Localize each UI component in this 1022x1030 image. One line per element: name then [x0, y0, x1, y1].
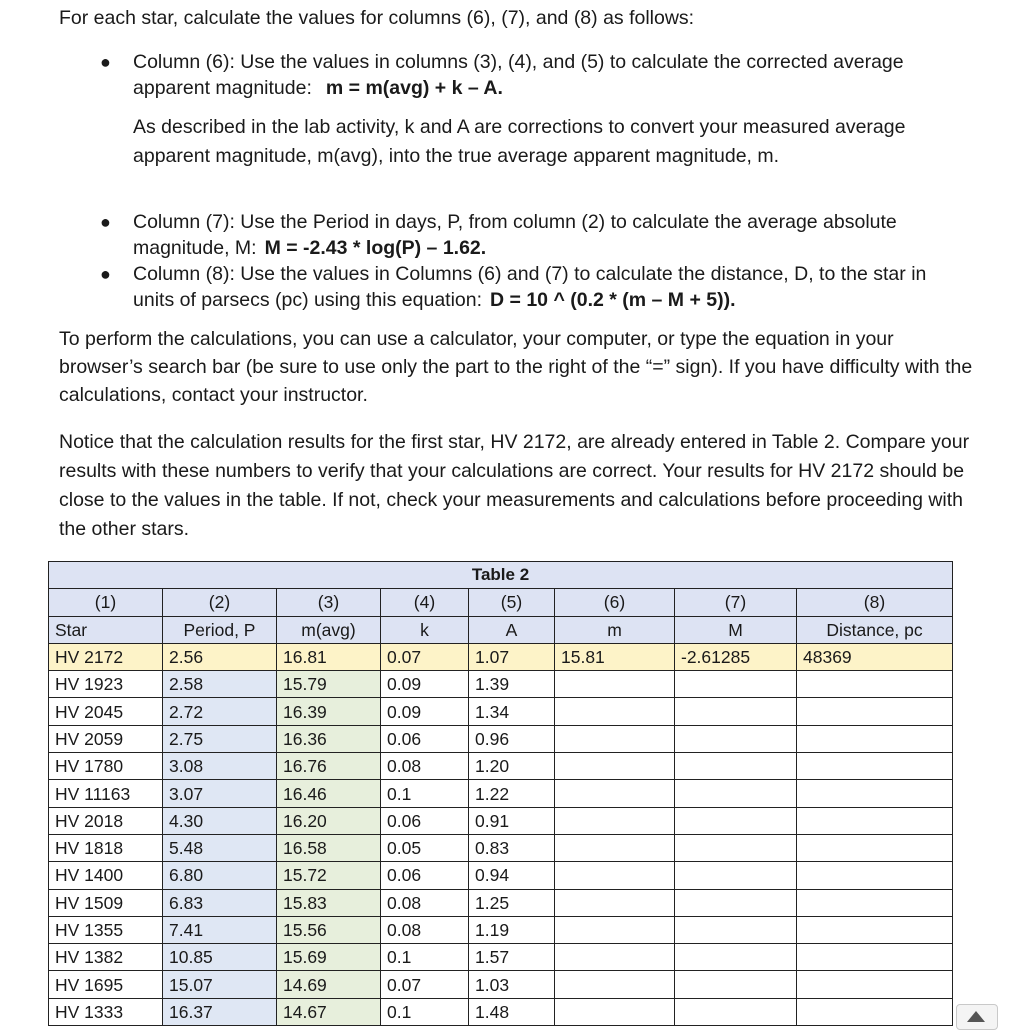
table-cell: 0.1: [381, 998, 469, 1025]
table-cell: HV 11163: [49, 780, 163, 807]
table-cell: 1.19: [469, 916, 555, 943]
equation-M: M = -2.43 * log(P) – 1.62.: [264, 237, 487, 259]
column-number-row: [49, 589, 953, 616]
intro-text: For each star, calculate the values for columns (6), (7), and (8) as follows:: [59, 7, 695, 29]
table-cell: 0.91: [469, 807, 555, 834]
table-cell: [555, 889, 675, 916]
table-row: [49, 834, 953, 861]
table-row: [49, 862, 953, 889]
bullet-dot: ●: [100, 52, 111, 72]
table-cell: [675, 671, 797, 698]
table-cell: [555, 862, 675, 889]
table-cell: -2.61285: [675, 643, 797, 670]
table-cell: 16.37: [163, 998, 277, 1025]
bullet-column-8-text: Column (8): Use the values in Columns (6) and (7) to calculate the distance, D, to the star in units of parsecs (pc) using this equation:: [133, 263, 927, 311]
table-cell: [555, 971, 675, 998]
column-number-header: (2): [163, 589, 277, 616]
table-cell: [797, 916, 953, 943]
table-cell: 3.07: [163, 780, 277, 807]
column-number-header: (4): [381, 589, 469, 616]
table-cell: 1.39: [469, 671, 555, 698]
table-cell: 16.39: [277, 698, 381, 725]
column-number-header: (6): [555, 589, 675, 616]
table-cell: [797, 862, 953, 889]
table-cell: 1.07: [469, 643, 555, 670]
table-row: [49, 671, 953, 698]
verification-instructions: Notice that the calculation results for the first star, HV 2172, are already entered in Table 2. Compare your results with these numbers to verify that your calculations are correct. Your results for HV 2172 should be close to the values in the table. If not, check your measurements and calculations before proceeding with the other stars.: [59, 431, 970, 540]
column-number-header: (5): [469, 589, 555, 616]
table-cell: 0.96: [469, 725, 555, 752]
bullet-dot: ●: [100, 212, 111, 232]
table-cell: [675, 889, 797, 916]
table-cell: [797, 889, 953, 916]
bullet-column-6-note: As described in the lab activity, k and A are corrections to convert your measured average apparent magnitude, m(avg), into the true average apparent magnitude, m.: [133, 116, 906, 167]
bullet-column-8: [100, 261, 953, 313]
table-cell: 16.20: [277, 807, 381, 834]
table-cell: HV 1355: [49, 916, 163, 943]
table-row: [49, 998, 953, 1025]
table-cell: 2.56: [163, 643, 277, 670]
table-cell: [555, 753, 675, 780]
column-name-row: [49, 616, 953, 643]
table-cell: 1.25: [469, 889, 555, 916]
table-cell: 0.1: [381, 780, 469, 807]
table-cell: [675, 780, 797, 807]
table-cell: 0.07: [381, 971, 469, 998]
table-cell: 0.08: [381, 889, 469, 916]
table-cell: 0.05: [381, 834, 469, 861]
table-cell: 1.20: [469, 753, 555, 780]
table-cell: 1.48: [469, 998, 555, 1025]
table-cell: 15.81: [555, 643, 675, 670]
table-cell: [797, 780, 953, 807]
table-cell: 7.41: [163, 916, 277, 943]
column-name-header: k: [381, 616, 469, 643]
table-cell: [675, 807, 797, 834]
table-caption-row: [49, 562, 953, 589]
table-cell: 5.48: [163, 834, 277, 861]
column-name-header: M: [675, 616, 797, 643]
table-cell: [797, 998, 953, 1025]
bullet-column-7: [100, 209, 953, 261]
table-cell: HV 1780: [49, 753, 163, 780]
table-cell: 0.08: [381, 916, 469, 943]
table-cell: 15.72: [277, 862, 381, 889]
bullet-dot: ●: [100, 264, 111, 284]
table-cell: 2.58: [163, 671, 277, 698]
table-cell: 2.72: [163, 698, 277, 725]
table-row: [49, 753, 953, 780]
table-cell: [555, 671, 675, 698]
column-name-header: Star: [49, 616, 163, 643]
column-name-header: A: [469, 616, 555, 643]
table-cell: HV 2059: [49, 725, 163, 752]
table-cell: 0.08: [381, 753, 469, 780]
column-number-header: (1): [49, 589, 163, 616]
table-cell: [675, 862, 797, 889]
column-number-header: (8): [797, 589, 953, 616]
column-name-header: m: [555, 616, 675, 643]
table-2: [48, 561, 953, 1026]
table-cell: 16.76: [277, 753, 381, 780]
table-cell: 1.03: [469, 971, 555, 998]
table-cell: 6.80: [163, 862, 277, 889]
table-cell: [675, 998, 797, 1025]
table-cell: [797, 698, 953, 725]
table-row: [49, 889, 953, 916]
table-cell: [675, 916, 797, 943]
table-cell: 15.83: [277, 889, 381, 916]
calculation-instructions: To perform the calculations, you can use a calculator, your computer, or type the equation in your browser’s search bar (be sure to use only the part to the right of the “=” sign). If you have difficulty with the calculations, contact your instructor.: [59, 328, 973, 406]
table-cell: [555, 834, 675, 861]
table-cell: 15.69: [277, 944, 381, 971]
table-cell: 14.69: [277, 971, 381, 998]
table-caption: Table 2: [49, 562, 953, 589]
table-cell: 0.06: [381, 862, 469, 889]
table-cell: [555, 807, 675, 834]
table-cell: HV 1923: [49, 671, 163, 698]
equation-m: m = m(avg) + k – A.: [325, 77, 503, 99]
table-cell: 6.83: [163, 889, 277, 916]
table-row: [49, 971, 953, 998]
table-row: [49, 698, 953, 725]
table-cell: 16.36: [277, 725, 381, 752]
table-cell: 0.06: [381, 807, 469, 834]
arrow-up-icon: [967, 1011, 985, 1022]
table-cell: [797, 944, 953, 971]
table-cell: [555, 698, 675, 725]
table-cell: 16.58: [277, 834, 381, 861]
table-cell: 0.94: [469, 862, 555, 889]
table-cell: 48369: [797, 643, 953, 670]
bullet-list-2: [100, 209, 953, 261]
table-cell: 2.75: [163, 725, 277, 752]
table-cell: [675, 944, 797, 971]
table-cell: 1.34: [469, 698, 555, 725]
column-name-header: Distance, pc: [797, 616, 953, 643]
table-cell: [675, 753, 797, 780]
column-name-header: m(avg): [277, 616, 381, 643]
table-row: [49, 944, 953, 971]
bullet-column-7-text: Column (7): Use the Period in days, P, from column (2) to calculate the average absolute magnitude, M:: [133, 211, 897, 259]
table-cell: 0.06: [381, 725, 469, 752]
bullet-column-6-text: Column (6): Use the values in columns (3), (4), and (5) to calculate the corrected average apparent magnitude:: [133, 51, 904, 99]
table-cell: 0.09: [381, 698, 469, 725]
table-cell: [555, 916, 675, 943]
table-cell: 15.56: [277, 916, 381, 943]
table-row: [49, 780, 953, 807]
table-cell: 0.83: [469, 834, 555, 861]
table-cell: [555, 780, 675, 807]
table-cell: [797, 753, 953, 780]
column-number-header: (3): [277, 589, 381, 616]
table-cell: HV 1333: [49, 998, 163, 1025]
table-cell: 1.57: [469, 944, 555, 971]
table-cell: [675, 834, 797, 861]
table-cell: HV 2018: [49, 807, 163, 834]
table-cell: [555, 944, 675, 971]
table-cell: [797, 807, 953, 834]
equation-D: D = 10 ^ (0.2 * (m – M + 5)).: [490, 289, 736, 311]
bullet-list-1: [100, 49, 953, 171]
table-cell: 16.81: [277, 643, 381, 670]
table-cell: HV 1509: [49, 889, 163, 916]
table-cell: [797, 671, 953, 698]
table-row: [49, 807, 953, 834]
table-cell: 1.22: [469, 780, 555, 807]
table-cell: [797, 725, 953, 752]
scroll-to-top-button[interactable]: [956, 1004, 998, 1030]
table-cell: [555, 998, 675, 1025]
table-cell: 0.09: [381, 671, 469, 698]
table-cell: 10.85: [163, 944, 277, 971]
table-cell: [675, 971, 797, 998]
table-cell: 4.30: [163, 807, 277, 834]
table-cell: [675, 698, 797, 725]
table-cell: HV 2172: [49, 643, 163, 670]
table-row: [49, 916, 953, 943]
table-cell: [675, 725, 797, 752]
table-row: [49, 643, 953, 670]
table-cell: 15.07: [163, 971, 277, 998]
table-cell: [555, 725, 675, 752]
table-cell: 15.79: [277, 671, 381, 698]
table-cell: 16.46: [277, 780, 381, 807]
table-cell: HV 1400: [49, 862, 163, 889]
table-cell: 0.1: [381, 944, 469, 971]
table-cell: [797, 834, 953, 861]
table-row: [49, 725, 953, 752]
column-number-header: (7): [675, 589, 797, 616]
table-cell: HV 2045: [49, 698, 163, 725]
table-cell: HV 1695: [49, 971, 163, 998]
table-cell: HV 1382: [49, 944, 163, 971]
bullet-column-6: [100, 49, 953, 171]
table-cell: HV 1818: [49, 834, 163, 861]
table-cell: 3.08: [163, 753, 277, 780]
table-cell: [797, 971, 953, 998]
table-cell: 0.07: [381, 643, 469, 670]
bullet-list-3: [100, 261, 953, 313]
column-name-header: Period, P: [163, 616, 277, 643]
table-cell: 14.67: [277, 998, 381, 1025]
